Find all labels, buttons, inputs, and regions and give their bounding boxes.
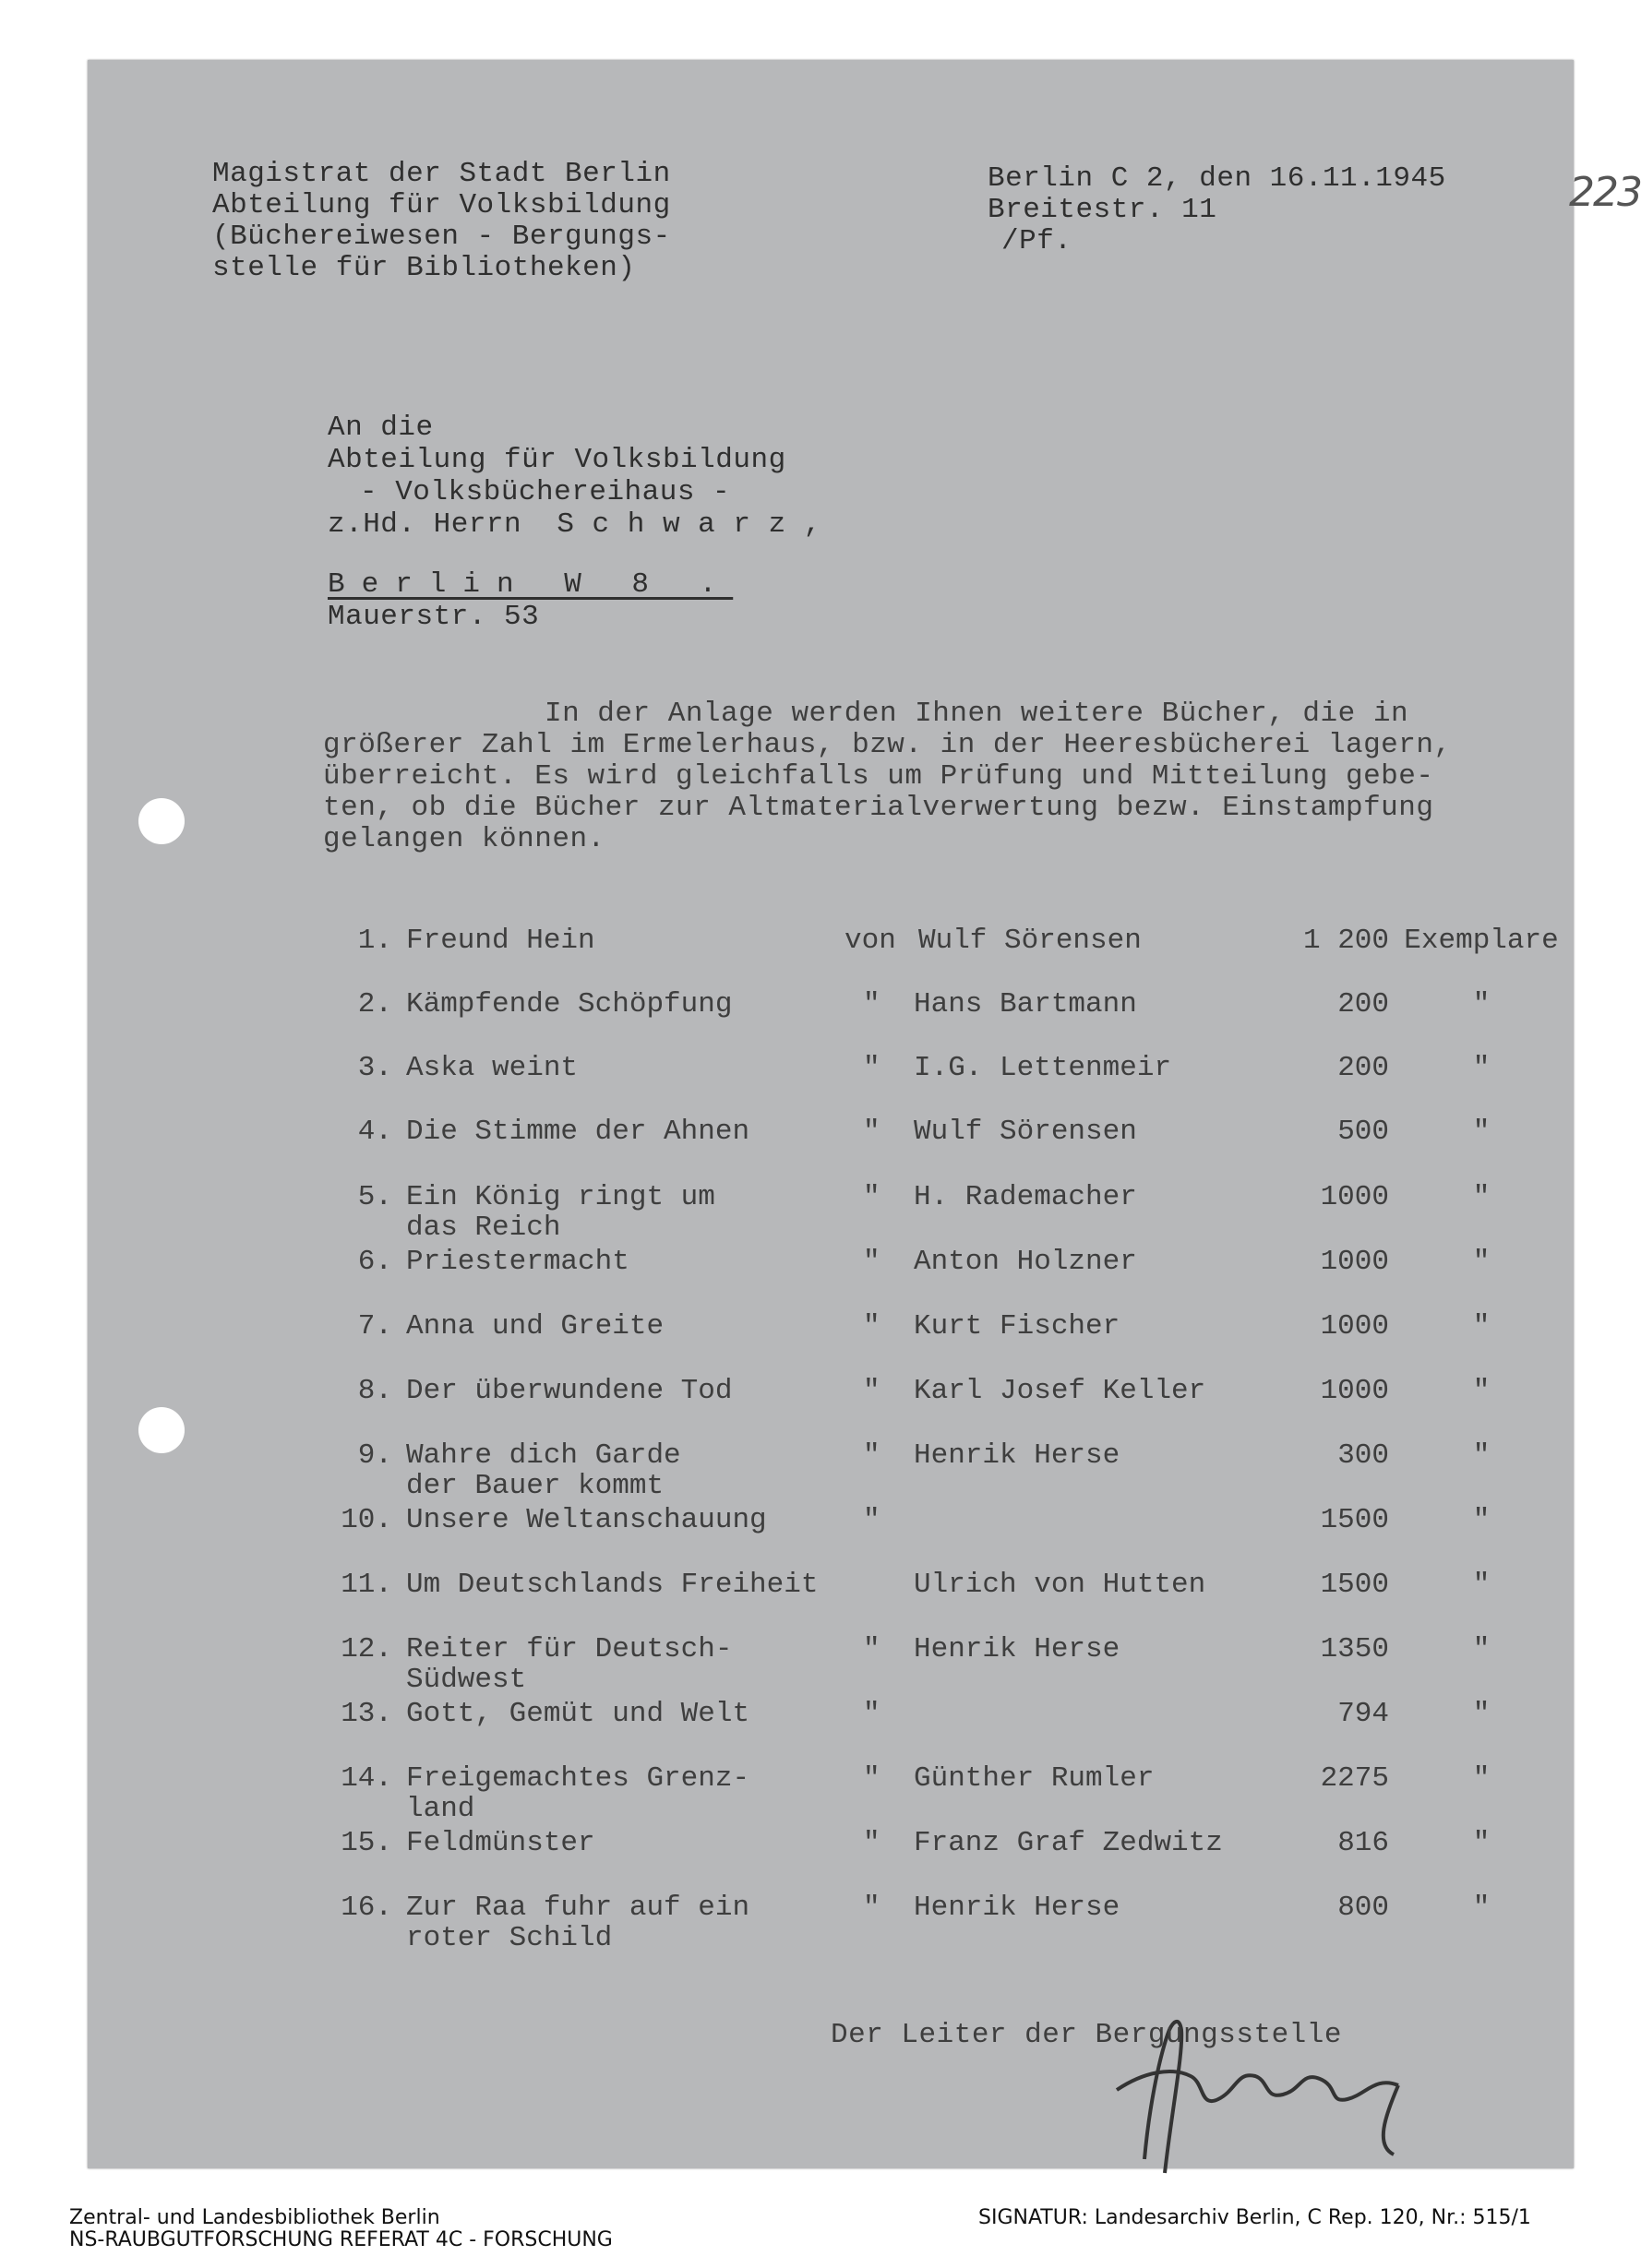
book-quantity: 1000 — [1320, 1246, 1389, 1278]
page-number: 223 — [1569, 169, 1641, 216]
book-row — [88, 1892, 1574, 1957]
book-unit: " — [1472, 1504, 1491, 1536]
book-number: 1. — [357, 925, 392, 957]
book-title: Zur Raa fuhr auf ein roter Schild — [406, 1892, 750, 1954]
book-by: " — [863, 988, 880, 1021]
book-unit: " — [1472, 1762, 1491, 1795]
book-quantity: 800 — [1337, 1892, 1389, 1924]
book-row — [88, 1828, 1574, 1892]
book-unit: Exemplare — [1404, 925, 1559, 957]
book-quantity: 1000 — [1320, 1181, 1389, 1213]
book-unit: " — [1472, 1569, 1491, 1601]
book-number: 3. — [357, 1052, 392, 1084]
book-unit: " — [1472, 1375, 1491, 1407]
sender-line-1: Magistrat der Stadt Berlin — [212, 158, 671, 190]
book-number: 7. — [357, 1310, 392, 1343]
book-quantity: 200 — [1337, 1052, 1389, 1084]
book-unit: " — [1472, 1116, 1491, 1148]
book-author: Kurt Fischer — [914, 1310, 1120, 1343]
book-author: Anton Holzner — [914, 1246, 1137, 1278]
book-number: 16. — [341, 1892, 392, 1924]
book-title: Ein König ringt um das Reich — [406, 1181, 715, 1244]
book-author: H. Rademacher — [914, 1181, 1137, 1213]
book-by: " — [863, 1116, 880, 1148]
book-quantity: 1000 — [1320, 1310, 1389, 1343]
book-author: Wulf Sörensen — [918, 925, 1142, 957]
book-quantity: 794 — [1337, 1698, 1389, 1730]
book-number: 10. — [341, 1504, 392, 1536]
book-title: Unsere Weltanschauung — [406, 1504, 767, 1536]
book-by: " — [863, 1762, 880, 1795]
book-author: Ulrich von Hutten — [914, 1569, 1206, 1601]
place-date-line-2: Breitestr. 11 — [988, 194, 1217, 226]
recipient-line-3: - Volksbüchereihaus - — [360, 476, 731, 508]
book-unit: " — [1472, 988, 1491, 1021]
book-quantity: 500 — [1337, 1116, 1389, 1148]
book-title: Feldmünster — [406, 1827, 595, 1859]
book-row — [88, 1440, 1574, 1505]
book-author: Henrik Herse — [914, 1439, 1120, 1472]
book-quantity: 2275 — [1320, 1762, 1389, 1795]
recipient-city: Berlin W 8 . — [328, 568, 734, 601]
book-row — [88, 1311, 1574, 1376]
book-row — [88, 1570, 1574, 1634]
book-by: " — [863, 1633, 880, 1665]
book-row — [88, 1634, 1574, 1699]
book-unit: " — [1472, 1181, 1491, 1213]
book-title: Reiter für Deutsch-Südwest — [406, 1633, 733, 1696]
sender-line-2: Abteilung für Volksbildung — [212, 189, 671, 221]
book-number: 9. — [357, 1439, 392, 1472]
book-title: Um Deutschlands Freiheit — [406, 1569, 819, 1601]
book-quantity: 1000 — [1320, 1375, 1389, 1407]
book-unit: " — [1472, 1892, 1491, 1924]
book-by: " — [863, 1504, 880, 1536]
book-number: 12. — [341, 1633, 392, 1665]
book-author: Wulf Sörensen — [914, 1116, 1137, 1148]
book-row — [88, 1247, 1574, 1311]
book-row — [88, 1763, 1574, 1828]
sender-line-4: stelle für Bibliotheken) — [212, 252, 636, 284]
body-line-1: In der Anlage werden Ihnen weitere Bücher, die in — [545, 698, 1409, 730]
book-title: Aska weint — [406, 1052, 579, 1084]
book-by: " — [863, 1827, 880, 1859]
book-by: " — [863, 1439, 880, 1472]
book-author: Karl Josef Keller — [914, 1375, 1206, 1407]
body-line-4: ten, ob die Bücher zur Altmaterialverwertung bezw. Einstampfung — [323, 792, 1434, 824]
recipient-street: Mauerstr. 53 — [328, 601, 540, 633]
book-unit: " — [1472, 1633, 1491, 1665]
book-title: Kämpfende Schöpfung — [406, 988, 733, 1021]
closing-line: Der Leiter der Bergungsstelle — [831, 2019, 1342, 2051]
book-by: " — [863, 1892, 880, 1924]
recipient-line-1: An die — [328, 412, 434, 444]
book-number: 14. — [341, 1762, 392, 1795]
book-title: Die Stimme der Ahnen — [406, 1116, 750, 1148]
book-by: von — [844, 925, 896, 957]
recipient-line-2: Abteilung für Volksbildung — [328, 444, 786, 476]
book-quantity: 816 — [1337, 1827, 1389, 1859]
book-quantity: 1500 — [1320, 1569, 1389, 1601]
book-title: Der überwundene Tod — [406, 1375, 733, 1407]
book-author: Franz Graf Zedwitz — [914, 1827, 1223, 1859]
book-author: Henrik Herse — [914, 1892, 1120, 1924]
book-number: 6. — [357, 1246, 392, 1278]
book-quantity: 300 — [1337, 1439, 1389, 1472]
book-row — [88, 1182, 1574, 1247]
book-by: " — [863, 1698, 880, 1730]
book-number: 8. — [357, 1375, 392, 1407]
book-by: " — [863, 1181, 880, 1213]
book-author: I.G. Lettenmeir — [914, 1052, 1172, 1084]
book-row — [88, 1505, 1574, 1570]
book-row — [88, 925, 1574, 990]
book-row — [88, 1053, 1574, 1117]
book-title: Priestermacht — [406, 1246, 629, 1278]
book-number: 15. — [341, 1827, 392, 1859]
book-unit: " — [1472, 1439, 1491, 1472]
book-unit: " — [1472, 1698, 1491, 1730]
book-title: Freund Hein — [406, 925, 595, 957]
book-number: 2. — [357, 988, 392, 1021]
body-line-3: überreicht. Es wird gleichfalls um Prüfung und Mitteilung gebe- — [323, 760, 1434, 793]
footer-right: SIGNATUR: Landesarchiv Berlin, C Rep. 120, Nr.: 515/1 — [978, 2206, 1531, 2229]
book-author: Hans Bartmann — [914, 988, 1137, 1021]
book-unit: " — [1472, 1827, 1491, 1859]
book-by: " — [863, 1246, 880, 1278]
book-number: 11. — [341, 1569, 392, 1601]
book-quantity: 1500 — [1320, 1504, 1389, 1536]
book-number: 5. — [357, 1181, 392, 1213]
footer-left-line-2: NS-RAUBGUTFORSCHUNG REFERAT 4C - FORSCHUNG — [69, 2228, 613, 2251]
book-quantity: 1 200 — [1302, 925, 1389, 957]
book-row — [88, 1116, 1574, 1181]
book-unit: " — [1472, 1246, 1491, 1278]
book-row — [88, 1376, 1574, 1440]
book-by: " — [863, 1310, 880, 1343]
book-quantity: 200 — [1337, 988, 1389, 1021]
book-quantity: 1350 — [1320, 1633, 1389, 1665]
book-title: Wahre dich Garde der Bauer kommt — [406, 1439, 681, 1502]
book-number: 4. — [357, 1116, 392, 1148]
book-row — [88, 989, 1574, 1054]
book-by: " — [863, 1375, 880, 1407]
book-title: Freigemachtes Grenz-land — [406, 1762, 750, 1825]
footer-left-line-1: Zentral- und Landesbibliothek Berlin — [69, 2206, 440, 2229]
book-row — [88, 1699, 1574, 1763]
book-unit: " — [1472, 1310, 1491, 1343]
place-date-line-1: Berlin C 2, den 16.11.1945 — [988, 162, 1446, 195]
sender-line-3: (Büchereiwesen - Bergungs- — [212, 221, 671, 253]
book-title: Anna und Greite — [406, 1310, 665, 1343]
body-line-2: größerer Zahl im Ermelerhaus, bzw. in der Heeresbücherei lagern, — [323, 729, 1452, 761]
recipient-line-4: z.Hd. Herrn S c h w a r z , — [328, 508, 821, 541]
book-author: Günther Rumler — [914, 1762, 1155, 1795]
book-number: 13. — [341, 1698, 392, 1730]
book-author: Henrik Herse — [914, 1633, 1120, 1665]
book-by: " — [863, 1052, 880, 1084]
body-line-5: gelangen können. — [323, 823, 605, 855]
place-date-line-3: /Pf. — [1001, 225, 1072, 257]
punch-hole-top — [138, 798, 185, 844]
book-title: Gott, Gemüt und Welt — [406, 1698, 750, 1730]
document-sheet — [88, 60, 1641, 2168]
book-unit: " — [1472, 1052, 1491, 1084]
